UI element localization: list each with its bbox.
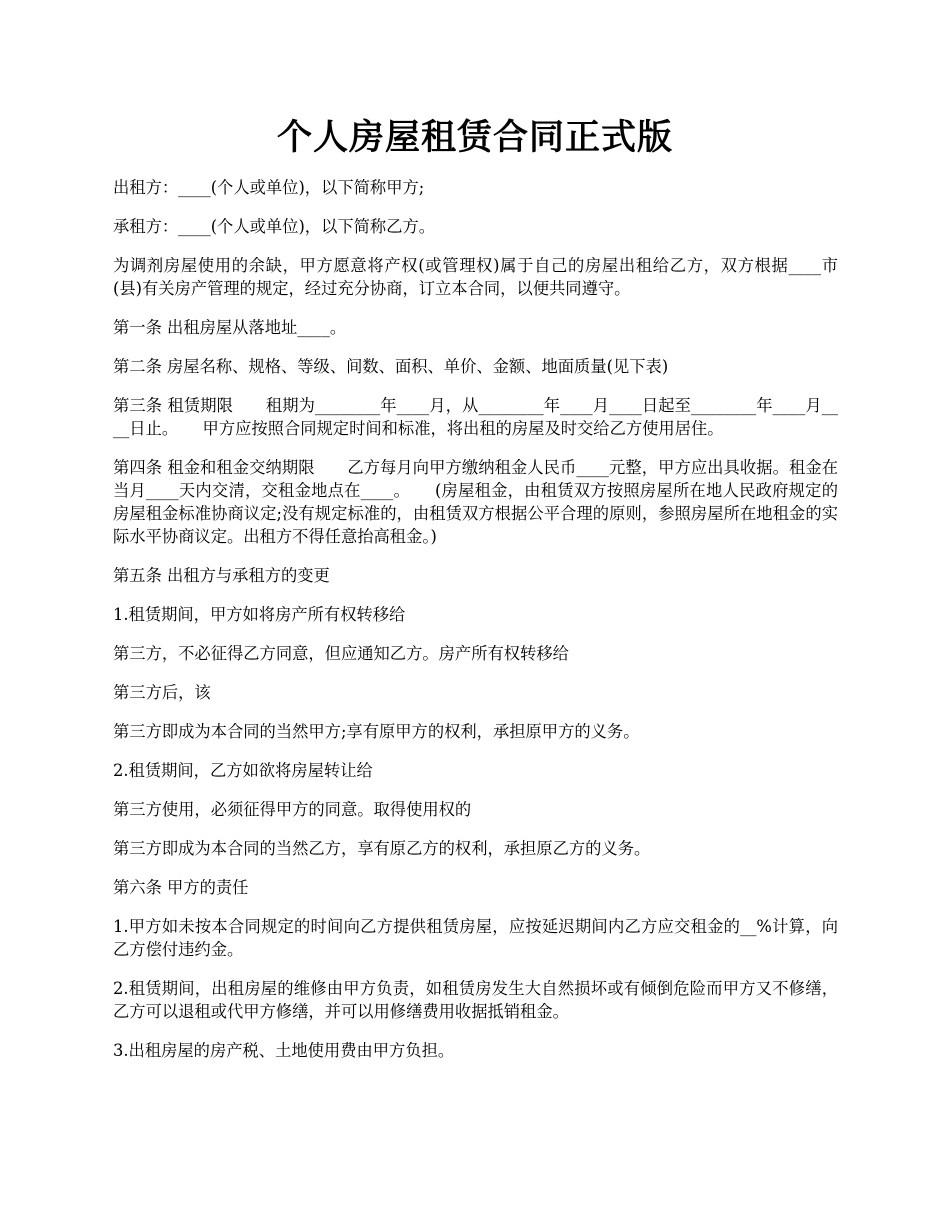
paragraph-preamble: 为调剂房屋使用的余缺，甲方愿意将产权(或管理权)属于自己的房屋出租给乙方，双方根据____市(县)有关房产管理的规定，经过充分协商，订立本合同，以便共同遵守。: [113, 256, 838, 298]
paragraph-lessee: 承租方：____(个人或单位)，以下简称乙方。: [113, 217, 436, 236]
paragraph-lessor: 出租方：____(个人或单位)，以下简称甲方;: [113, 178, 425, 197]
document-body: [113, 176, 838, 1078]
paragraph-article-4: 第四条 租金和租金交纳期限 乙方每月向甲方缴纳租金人民币____元整，甲方应出具收据。租金在当月____天内交清，交租金地点在____。 (房屋租金，由租赁双方按照房屋所在地人民政府规定的房屋租金标准协商议定;没有规定标准的，由租赁双方根据公平合理的原则，参照房屋所在地租金的实际水平协商议定。出租方不得任意抬高租金。): [113, 458, 838, 546]
paragraph-article-5-item-2: 2.租赁期间，乙方如欲将房屋转让给: [113, 761, 373, 780]
paragraph-article-3: 第三条 租赁期限 租期为________年____月，从________年____月____日起至________年____月____日止。 甲方应按照合同规定时间和标准，将出租的房屋及时交给乙方使用居住。: [113, 396, 838, 438]
paragraph-article-6-item-2: 2.租赁期间，出租房屋的维修由甲方负责，如租赁房发生大自然损坏或有倾倒危险而甲方又不修缮，乙方可以退租或代甲方修缮，并可以用修缮费用收据抵销租金。: [113, 979, 838, 1021]
paragraph-article-1: 第一条 出租房屋从落地址____。: [113, 318, 347, 337]
paragraph-article-5-item-2-cont: 第三方即成为本合同的当然乙方，享有原乙方的权利，承担原乙方的义务。: [113, 839, 651, 858]
paragraph-article-6: 第六条 甲方的责任: [113, 878, 249, 897]
paragraph-article-6-item-3: 3.出租房屋的房产税、土地使用费由甲方负担。: [113, 1041, 455, 1060]
paragraph-article-5: 第五条 出租方与承租方的变更: [113, 566, 330, 585]
paragraph-article-5-item-1-cont: 第三方，不必征得乙方同意，但应通知乙方。房产所有权转移给: [113, 644, 569, 663]
paragraph-article-5-item-1: 1.租赁期间，甲方如将房产所有权转移给: [113, 605, 406, 624]
paragraph-article-6-item-1: 1.甲方如未按本合同规定的时间向乙方提供租赁房屋，应按延迟期间内乙方应交租金的__%计算，向乙方偿付违约金。: [113, 917, 838, 959]
paragraph-article-2: 第二条 房屋名称、规格、等级、间数、面积、单价、金额、地面质量(见下表): [113, 357, 669, 376]
document-title: 个人房屋租赁合同正式版: [276, 117, 673, 158]
paragraph-article-5-item-2-cont: 第三方使用，必须征得甲方的同意。取得使用权的: [113, 800, 472, 819]
paragraph-article-5-item-1-cont: 第三方后，该: [113, 683, 211, 702]
paragraph-article-5-item-1-cont: 第三方即成为本合同的当然甲方;享有原甲方的权利，承担原甲方的义务。: [113, 722, 640, 741]
